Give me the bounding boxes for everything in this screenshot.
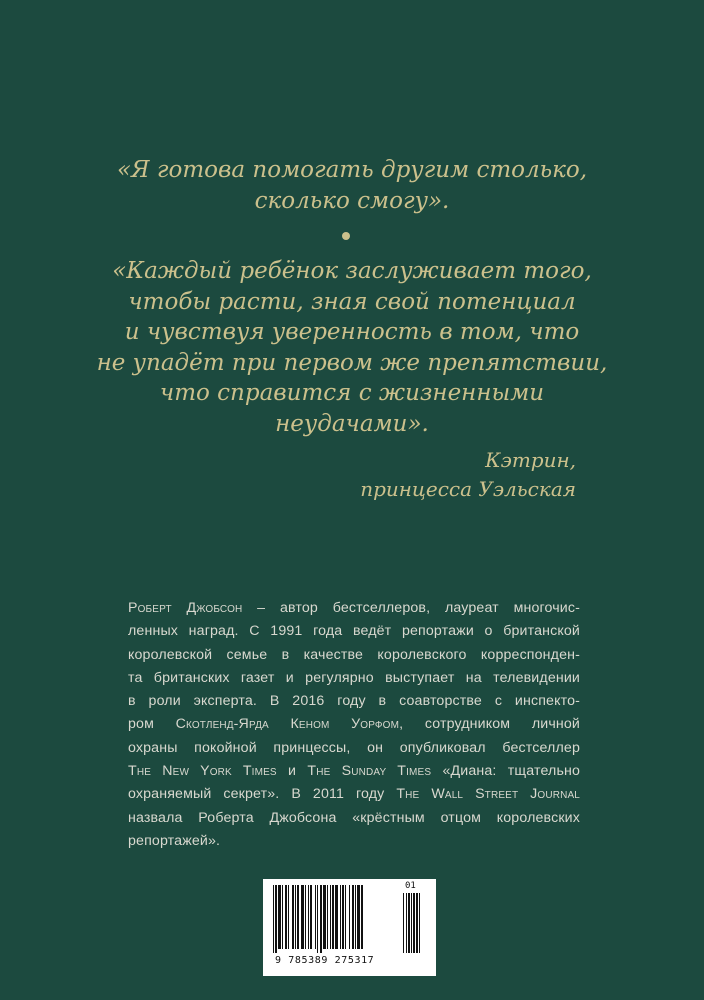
bio-line: в роли эксперта. В 2016 году в соавторстве с инспекто- bbox=[128, 693, 580, 710]
bio-line: назвала Роберта Джобсона «крёстным отцом королевских bbox=[128, 809, 580, 826]
quote-line: «Я готова помогать другим столько, bbox=[116, 157, 588, 183]
bio-line: королевской семье в качестве королевского корреспонден- bbox=[128, 646, 580, 663]
barcode-bar bbox=[292, 885, 294, 949]
barcode-bar bbox=[297, 885, 299, 949]
barcode-bar bbox=[357, 885, 360, 949]
bio-line bbox=[128, 783, 580, 806]
barcode-bar bbox=[275, 885, 277, 953]
bio-line bbox=[128, 760, 580, 783]
barcode-bar bbox=[282, 885, 283, 949]
bio-text: «Диана: тщательно bbox=[431, 763, 581, 780]
barcode-bar bbox=[320, 885, 322, 953]
isbn-number: 9 785389 275317 bbox=[275, 955, 375, 966]
bio-text: ром bbox=[128, 716, 176, 733]
barcode-bar bbox=[340, 885, 341, 949]
quote-secondary bbox=[0, 256, 704, 439]
barcode-bar bbox=[419, 893, 420, 953]
barcode-bar bbox=[332, 885, 334, 949]
quote-line: и чувствуя уверенность в том, что bbox=[124, 319, 580, 345]
bio-line: та британских газет и регулярно выступает на телевидении bbox=[128, 669, 580, 686]
barcode-bar bbox=[361, 885, 363, 949]
barcode-bar bbox=[349, 885, 350, 949]
barcode-bar bbox=[408, 893, 410, 953]
barcode-bar bbox=[295, 885, 296, 949]
barcode-bar bbox=[273, 885, 274, 953]
quote-line: чтобы расти, зная свой потенциал bbox=[128, 288, 576, 315]
barcode-bar bbox=[411, 893, 412, 953]
bio-line bbox=[128, 713, 580, 736]
isbn-barcode bbox=[263, 879, 436, 976]
quote-line: что справится с жизненными bbox=[159, 380, 545, 406]
barcode-bar bbox=[330, 885, 331, 949]
attribution-name: Кэтрин, bbox=[485, 448, 576, 472]
quote-line: неудачами». bbox=[275, 410, 429, 437]
barcode-bar bbox=[288, 885, 289, 949]
quote-line: сколько смогу». bbox=[254, 187, 450, 214]
person-name: Скотленд-Ярда Кеном Уорфом bbox=[175, 716, 400, 733]
barcode-bar bbox=[308, 885, 309, 949]
barcode-bar bbox=[352, 885, 354, 949]
barcode-bar bbox=[301, 885, 304, 949]
publication-name: The New York Times bbox=[128, 763, 277, 780]
barcode-bar bbox=[305, 885, 306, 949]
bio-text: охраняемый секрет». В 2011 году bbox=[128, 786, 397, 803]
barcode-bar bbox=[342, 885, 344, 949]
barcode-bar bbox=[323, 885, 326, 949]
barcode-bar bbox=[310, 885, 312, 949]
publication-name: The Wall Street Journal bbox=[396, 786, 580, 803]
isbn-addon: 01 bbox=[405, 881, 416, 891]
author-name: Роберт Джобсон bbox=[128, 600, 243, 616]
barcode-bar bbox=[345, 885, 346, 949]
bio-line bbox=[128, 597, 580, 620]
barcode-bar bbox=[315, 885, 316, 949]
barcode-bar bbox=[278, 885, 281, 949]
barcode-bar bbox=[413, 893, 415, 953]
barcode-bar bbox=[335, 885, 338, 949]
barcode-bar bbox=[416, 893, 418, 953]
quote-line: не упадёт при первом же препятствии, bbox=[96, 349, 608, 376]
barcode-bar bbox=[317, 885, 318, 953]
bio-line: ленных наград. С 1991 года ведёт репортажи о британской bbox=[128, 623, 580, 640]
publication-name: The Sunday Times bbox=[307, 763, 432, 780]
barcode-bar bbox=[403, 893, 404, 953]
barcode-bar bbox=[327, 885, 328, 949]
author-bio bbox=[128, 597, 580, 853]
quote-line: «Каждый ребёнок заслуживает того, bbox=[112, 258, 592, 284]
bio-text: – автор бестселлеров, лауреат многочис- bbox=[242, 600, 581, 616]
bio-text: , сотрудником личной bbox=[399, 716, 580, 733]
bio-text: и bbox=[276, 763, 308, 780]
attribution-title: принцесса Уэльская bbox=[360, 477, 576, 501]
quote-primary bbox=[0, 155, 704, 216]
barcode-bar bbox=[285, 885, 287, 949]
quote-attribution bbox=[360, 446, 576, 504]
barcode-bar bbox=[406, 893, 407, 953]
bio-line: охраны покойной принцессы, он опубликовал бестселлер bbox=[128, 739, 580, 756]
bio-line: репортажей». bbox=[128, 832, 221, 849]
separator-bullet bbox=[342, 232, 350, 240]
barcode-bar bbox=[355, 885, 356, 949]
